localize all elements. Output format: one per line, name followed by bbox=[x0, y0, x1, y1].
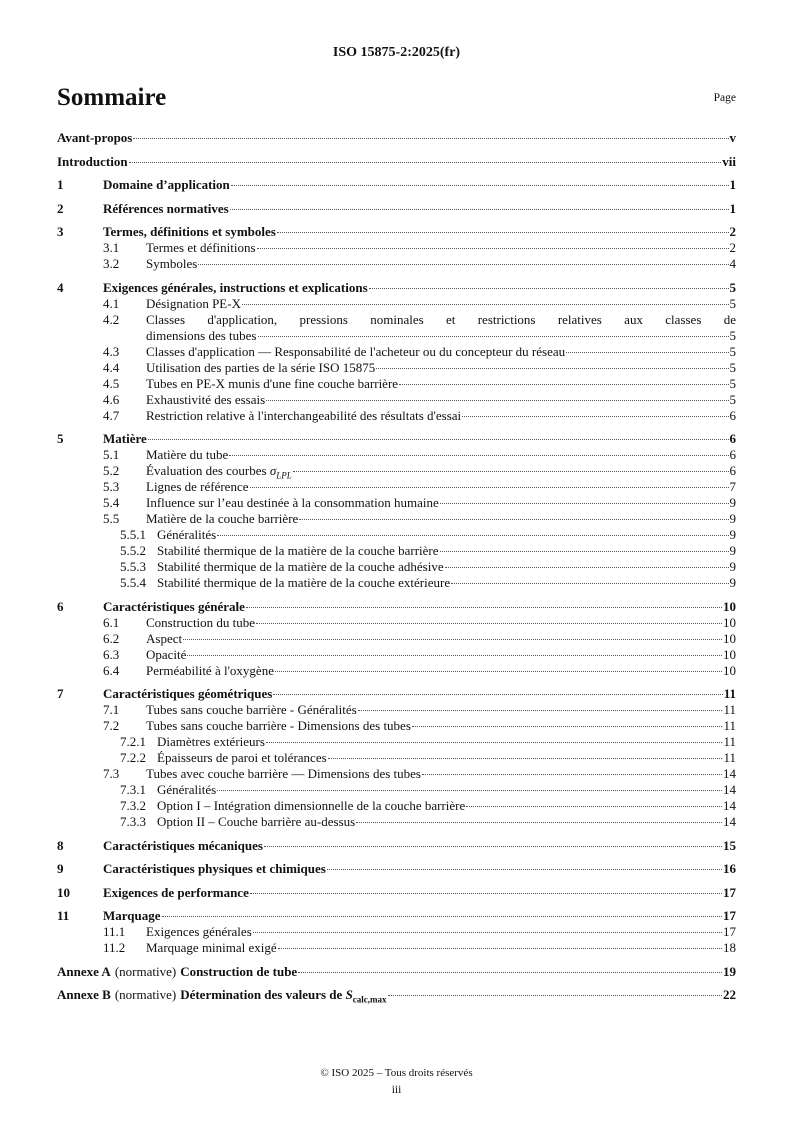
section-number: 4 bbox=[57, 279, 64, 295]
section-title-text: Exhaustivité des essais bbox=[146, 391, 266, 407]
toc-entry[interactable] bbox=[57, 408, 736, 424]
section-number: 9 bbox=[57, 861, 64, 876]
page-ref: 5 bbox=[729, 391, 736, 407]
page-ref: 9 bbox=[729, 559, 736, 574]
dot-leader bbox=[129, 162, 722, 163]
dot-leader bbox=[264, 846, 722, 847]
section-title-text: Généralités bbox=[157, 782, 217, 797]
page-ref: 18 bbox=[723, 940, 736, 955]
dot-leader bbox=[451, 583, 728, 584]
page-ref: 9 bbox=[729, 575, 736, 590]
section-title-text: Influence sur l’eau destinée à la consommation humaine bbox=[146, 495, 439, 510]
section-title-text: Perméabilité à l'oxygène bbox=[146, 662, 274, 678]
section-title bbox=[103, 177, 230, 193]
section-title bbox=[180, 964, 297, 980]
page-ref: 1 bbox=[729, 200, 736, 216]
toc-entry[interactable] bbox=[57, 479, 736, 495]
dot-leader bbox=[187, 655, 722, 656]
toc-entry[interactable] bbox=[57, 908, 736, 924]
page-ref: 6 bbox=[729, 447, 736, 462]
section-title-text: Tubes sans couche barrière - Dimensions des tubes bbox=[146, 718, 411, 733]
section-title bbox=[157, 559, 444, 575]
toc-entry[interactable] bbox=[57, 431, 736, 447]
toc-entry[interactable] bbox=[57, 511, 736, 527]
section-title-text: Opacité bbox=[146, 646, 187, 662]
toc-entry[interactable] bbox=[57, 766, 736, 782]
section-number: 6.2 bbox=[103, 630, 120, 646]
toc-entry[interactable] bbox=[57, 861, 736, 877]
toc-entry[interactable] bbox=[57, 750, 736, 766]
dot-leader bbox=[242, 304, 729, 305]
section-number: 7.2.2 bbox=[120, 750, 146, 765]
toc-entry[interactable] bbox=[57, 782, 736, 798]
page-column-label: Page bbox=[713, 92, 736, 104]
toc-entry[interactable] bbox=[57, 734, 736, 750]
toc-entry[interactable] bbox=[57, 940, 736, 956]
page-ref: 14 bbox=[723, 766, 736, 781]
section-title bbox=[103, 686, 272, 702]
section-number: 6.3 bbox=[103, 646, 120, 662]
section-number: 11 bbox=[57, 908, 70, 923]
math-symbol: S bbox=[345, 987, 353, 1002]
section-number: 1 bbox=[57, 177, 64, 192]
section-number: 4.6 bbox=[103, 391, 120, 407]
page-ref: 9 bbox=[729, 495, 736, 510]
toc-entry[interactable] bbox=[57, 798, 736, 814]
section-number: 3.1 bbox=[103, 240, 120, 255]
dot-leader bbox=[358, 710, 723, 711]
section-title-text: Références normatives bbox=[103, 200, 229, 216]
section-number: 11.1 bbox=[103, 924, 126, 939]
dot-leader bbox=[466, 806, 722, 807]
toc-entry[interactable] bbox=[57, 177, 736, 193]
section-number: 7.2 bbox=[103, 718, 120, 733]
section-number: 5.1 bbox=[103, 447, 120, 462]
page-ref: 5 bbox=[729, 359, 736, 375]
section-number: 4.1 bbox=[103, 295, 120, 311]
dot-leader bbox=[230, 209, 729, 210]
section-number: 5.5 bbox=[103, 511, 120, 526]
section-number: 7.3.3 bbox=[120, 814, 146, 829]
section-number: 10 bbox=[57, 884, 70, 900]
section-title bbox=[103, 201, 229, 217]
dot-leader bbox=[299, 519, 728, 520]
section-title bbox=[57, 130, 132, 146]
page-ref: 5 bbox=[729, 375, 736, 391]
section-title bbox=[103, 431, 147, 447]
annex-type: (normative) bbox=[114, 987, 177, 1002]
section-number: 5.3 bbox=[103, 479, 120, 494]
section-title bbox=[146, 447, 228, 463]
dot-leader bbox=[256, 623, 722, 624]
section-title-text: Option I – Intégration dimensionnelle de la couche barrière bbox=[157, 798, 466, 813]
section-title bbox=[146, 344, 565, 360]
page-ref: 9 bbox=[729, 543, 736, 558]
section-title bbox=[146, 360, 375, 376]
page-ref: 15 bbox=[723, 837, 736, 853]
section-title-text: Épaisseurs de paroi et tolérances bbox=[157, 750, 327, 765]
section-title bbox=[146, 463, 292, 479]
toc-entry[interactable] bbox=[57, 987, 736, 1003]
section-number: 5.5.2 bbox=[120, 543, 146, 558]
dot-leader bbox=[133, 138, 728, 139]
dot-leader bbox=[277, 232, 729, 233]
dot-leader bbox=[422, 774, 722, 775]
section-title-text: Désignation PE-X bbox=[146, 295, 241, 311]
section-title-text: Avant-propos bbox=[57, 130, 133, 145]
dot-leader bbox=[250, 893, 722, 894]
section-title bbox=[157, 575, 450, 591]
page-ref: 11 bbox=[723, 750, 736, 765]
toc-entry[interactable] bbox=[57, 447, 736, 463]
section-title bbox=[157, 782, 216, 798]
section-number: 5.5.3 bbox=[120, 559, 146, 574]
section-title-text: Matière du tube bbox=[146, 447, 229, 462]
dot-leader bbox=[275, 671, 722, 672]
section-title-text: Exigences de performance bbox=[103, 884, 249, 900]
section-title bbox=[146, 511, 298, 527]
toc-entry[interactable] bbox=[57, 599, 736, 615]
section-title bbox=[146, 702, 357, 718]
section-number: 7.1 bbox=[103, 702, 120, 717]
section-title-text: Restriction relative à l'interchangeabilité des résultats d'essai bbox=[146, 407, 462, 423]
toc-entry-line1[interactable] bbox=[57, 312, 736, 328]
section-title-text: Termes, définitions et symboles bbox=[103, 224, 276, 239]
section-title-text: Marquage bbox=[103, 908, 161, 923]
section-title bbox=[103, 838, 263, 854]
section-number: 3 bbox=[57, 224, 64, 239]
toc-entry[interactable] bbox=[57, 360, 736, 376]
page-ref: 10 bbox=[723, 630, 736, 646]
section-number: 5.4 bbox=[103, 495, 120, 510]
dot-leader bbox=[298, 972, 722, 973]
section-title-text: Introduction bbox=[57, 153, 128, 169]
page-ref: 11 bbox=[723, 702, 736, 717]
section-title bbox=[103, 599, 245, 615]
section-title-text: Évaluation des courbes bbox=[146, 463, 270, 478]
section-number: 8 bbox=[57, 837, 64, 853]
page-ref: 17 bbox=[723, 924, 736, 939]
section-title bbox=[146, 663, 274, 679]
section-title bbox=[180, 987, 386, 1003]
page-ref: 9 bbox=[729, 527, 736, 542]
page-ref: 7 bbox=[729, 479, 736, 494]
dot-leader bbox=[328, 758, 723, 759]
dot-leader bbox=[293, 471, 729, 472]
dot-leader bbox=[445, 567, 729, 568]
section-number: 4.5 bbox=[103, 375, 120, 391]
dot-leader bbox=[278, 948, 722, 949]
annex-type: (normative) bbox=[114, 963, 177, 979]
section-title bbox=[103, 280, 368, 296]
dot-leader bbox=[258, 336, 729, 337]
page-ref: 10 bbox=[723, 646, 736, 662]
section-number: 7.2.1 bbox=[120, 734, 146, 749]
toc-entry[interactable] bbox=[57, 130, 736, 146]
section-title-text: Stabilité thermique de la matière de la couche barrière bbox=[157, 543, 439, 558]
section-title-text: Matière bbox=[103, 431, 147, 446]
dot-leader bbox=[198, 264, 728, 265]
section-title-text: Symboles bbox=[146, 256, 198, 271]
toc-entry[interactable] bbox=[57, 344, 736, 360]
table-of-contents bbox=[57, 130, 736, 1003]
toc-entry[interactable] bbox=[57, 686, 736, 702]
section-title bbox=[146, 408, 461, 424]
dot-leader bbox=[273, 694, 722, 695]
page-ref: 4 bbox=[729, 256, 736, 271]
toc-entry[interactable] bbox=[57, 154, 736, 170]
page-ref: 19 bbox=[723, 963, 736, 979]
section-number: 7 bbox=[57, 686, 64, 701]
section-title-text: Caractéristiques géométriques bbox=[103, 686, 273, 701]
section-title-text: Caractéristiques mécaniques bbox=[103, 837, 263, 853]
page-ref: 10 bbox=[723, 614, 736, 630]
section-title-text: Construction du tube bbox=[146, 614, 256, 630]
toc-entry[interactable] bbox=[57, 559, 736, 575]
page-ref: 11 bbox=[723, 718, 736, 733]
dot-leader bbox=[162, 916, 722, 917]
section-number: 4.3 bbox=[103, 343, 120, 359]
dot-leader bbox=[440, 551, 729, 552]
toc-entry[interactable] bbox=[57, 575, 736, 591]
section-title bbox=[157, 798, 465, 814]
section-title bbox=[57, 154, 128, 170]
section-title-text: Diamètres extérieurs bbox=[157, 734, 265, 749]
section-title-text: Détermination des valeurs de bbox=[180, 987, 346, 1002]
dot-leader bbox=[183, 639, 722, 640]
dot-leader bbox=[440, 503, 729, 504]
toc-entry[interactable] bbox=[57, 647, 736, 663]
section-title-text: Lignes de référence bbox=[146, 479, 249, 494]
page-ref: vii bbox=[722, 153, 736, 169]
dot-leader bbox=[229, 455, 728, 456]
dot-leader bbox=[356, 822, 722, 823]
toc-entry[interactable] bbox=[57, 495, 736, 511]
page-ref: 10 bbox=[723, 662, 736, 678]
section-title bbox=[157, 750, 327, 766]
section-title-text: Classes d'application — Responsabilité de l'acheteur ou du concepteur du réseau bbox=[146, 343, 566, 359]
dot-leader bbox=[412, 726, 723, 727]
page-ref: 1 bbox=[729, 177, 736, 192]
section-title-text: Utilisation des parties de la série ISO 15875 bbox=[146, 359, 376, 375]
section-title-text: Exigences générales, instructions et explications bbox=[103, 279, 368, 295]
section-title-text: Généralités bbox=[157, 527, 217, 542]
section-title-text: Caractéristiques physiques et chimiques bbox=[103, 861, 326, 876]
math-subscript: calc,max bbox=[352, 994, 387, 1005]
dot-leader bbox=[462, 416, 728, 417]
page-ref: 5 bbox=[729, 327, 736, 343]
annex-label: Annexe B bbox=[57, 987, 111, 1002]
page-ref: 22 bbox=[723, 987, 736, 1002]
toc-entry[interactable] bbox=[57, 463, 736, 479]
section-title bbox=[103, 908, 161, 924]
section-title-text: Exigences générales bbox=[146, 924, 252, 939]
section-title bbox=[103, 861, 326, 877]
section-title-text: Aspect bbox=[146, 630, 183, 646]
section-title-text: Stabilité thermique de la matière de la couche extérieure bbox=[157, 575, 451, 590]
toc-entry[interactable] bbox=[57, 615, 736, 631]
page-ref: 6 bbox=[729, 407, 736, 423]
section-title-text: Tubes en PE-X munis d'une fine couche barrière bbox=[146, 375, 399, 391]
toc-entry[interactable] bbox=[57, 328, 736, 344]
section-title: Classes d'application, pressions nominales et restrictions relatives aux classes de bbox=[146, 311, 736, 327]
page-ref: 9 bbox=[729, 511, 736, 526]
section-number: 7.3.1 bbox=[120, 782, 146, 797]
page-number: iii bbox=[391, 1084, 402, 1096]
section-title bbox=[146, 376, 398, 392]
section-number: 11.2 bbox=[103, 940, 126, 955]
page-ref: 14 bbox=[723, 782, 736, 797]
section-title bbox=[146, 240, 256, 256]
section-title-text: Marquage minimal exigé bbox=[146, 940, 277, 955]
dot-leader bbox=[253, 932, 722, 933]
page-ref: 14 bbox=[723, 814, 736, 829]
toc-entry[interactable] bbox=[57, 201, 736, 217]
dot-leader bbox=[266, 742, 723, 743]
dot-leader bbox=[246, 607, 722, 608]
section-number: 7.3.2 bbox=[120, 798, 146, 813]
page-ref: 5 bbox=[729, 295, 736, 311]
section-title bbox=[146, 718, 411, 734]
section-number: 5 bbox=[57, 431, 64, 446]
section-title bbox=[146, 615, 255, 631]
toc-entry[interactable] bbox=[57, 838, 736, 854]
section-number: 4.7 bbox=[103, 407, 120, 423]
dot-leader bbox=[399, 384, 728, 385]
section-number: 3.2 bbox=[103, 256, 120, 271]
toc-entry[interactable] bbox=[57, 376, 736, 392]
dot-leader bbox=[266, 400, 728, 401]
section-number: 5.5.4 bbox=[120, 575, 146, 590]
section-number: 5.5.1 bbox=[120, 527, 146, 542]
dot-leader bbox=[327, 869, 722, 870]
page-ref: 17 bbox=[723, 908, 736, 923]
copyright-footer: © ISO 2025 – Tous droits réservés bbox=[320, 1067, 473, 1079]
toc-entry[interactable] bbox=[57, 885, 736, 901]
toc-entry[interactable] bbox=[57, 663, 736, 679]
section-title bbox=[146, 479, 249, 495]
section-title bbox=[146, 940, 277, 956]
toc-entry[interactable] bbox=[57, 814, 736, 830]
toc-entry[interactable] bbox=[57, 224, 736, 240]
toc-entry[interactable] bbox=[57, 924, 736, 940]
dot-leader bbox=[257, 248, 729, 249]
toc-entry[interactable] bbox=[57, 543, 736, 559]
section-number: 4.4 bbox=[103, 359, 120, 375]
toc-entry[interactable] bbox=[57, 631, 736, 647]
dot-leader bbox=[217, 535, 728, 536]
section-title-text: Stabilité thermique de la matière de la couche adhésive bbox=[157, 559, 444, 574]
toc-entry[interactable] bbox=[57, 296, 736, 312]
section-title-text: Construction de tube bbox=[180, 963, 298, 979]
section-title bbox=[103, 885, 249, 901]
page-ref: 16 bbox=[723, 861, 736, 876]
section-number: 4.2 bbox=[103, 311, 120, 327]
document-header: ISO 15875-2:2025(fr) bbox=[332, 45, 461, 60]
page-ref: 11 bbox=[723, 686, 736, 701]
toc-entry[interactable] bbox=[57, 240, 736, 256]
page-ref: 6 bbox=[729, 463, 736, 478]
section-title-text: Tubes avec couche barrière — Dimensions des tubes bbox=[146, 766, 421, 781]
page-ref: 2 bbox=[729, 240, 736, 255]
page-ref: 6 bbox=[729, 431, 736, 446]
page-ref: 5 bbox=[729, 343, 736, 359]
toc-entry[interactable] bbox=[57, 718, 736, 734]
toc-entry[interactable] bbox=[57, 280, 736, 296]
section-title bbox=[146, 647, 186, 663]
section-title bbox=[146, 924, 252, 940]
section-title bbox=[157, 527, 216, 543]
section-title bbox=[157, 814, 355, 830]
section-title bbox=[146, 392, 265, 408]
toc-entry[interactable] bbox=[57, 964, 736, 980]
dot-leader bbox=[388, 995, 722, 996]
page-title: Sommaire bbox=[57, 84, 167, 111]
section-title-text: Termes et définitions bbox=[146, 240, 256, 255]
toc-entry[interactable] bbox=[57, 702, 736, 718]
dot-leader bbox=[231, 185, 729, 186]
toc-entry[interactable] bbox=[57, 527, 736, 543]
section-title-text: Domaine d’application bbox=[103, 177, 230, 192]
section-title-continued: dimensions des tubes bbox=[146, 327, 257, 343]
section-title-text: Tubes sans couche barrière - Généralités bbox=[146, 702, 357, 717]
dot-leader bbox=[566, 352, 728, 353]
section-title-text: Option II – Couche barrière au-dessus bbox=[157, 814, 356, 829]
page-ref: 14 bbox=[723, 798, 736, 813]
section-number: 6.1 bbox=[103, 614, 120, 630]
dot-leader bbox=[369, 288, 729, 289]
section-number: 6 bbox=[57, 598, 64, 614]
annex-label: Annexe A bbox=[57, 963, 111, 979]
page-ref: 2 bbox=[729, 224, 736, 239]
section-title-text: Matière de la couche barrière bbox=[146, 511, 299, 526]
math-symbol: σ bbox=[269, 463, 277, 478]
dot-leader bbox=[250, 487, 729, 488]
section-title bbox=[157, 734, 265, 750]
section-number: 5.2 bbox=[103, 463, 120, 478]
section-title bbox=[146, 495, 439, 511]
section-title bbox=[146, 631, 182, 647]
section-title bbox=[146, 766, 421, 782]
section-number: 2 bbox=[57, 200, 64, 216]
page-ref: 5 bbox=[729, 279, 736, 295]
page-ref: 17 bbox=[723, 884, 736, 900]
section-title-text: Caractéristiques générale bbox=[103, 598, 245, 614]
section-title bbox=[146, 256, 197, 272]
toc-entry[interactable] bbox=[57, 256, 736, 272]
section-title bbox=[146, 296, 241, 312]
page-ref: v bbox=[729, 130, 736, 145]
section-title bbox=[157, 543, 439, 559]
section-number: 7.3 bbox=[103, 766, 120, 781]
toc-entry[interactable] bbox=[57, 392, 736, 408]
dot-leader bbox=[148, 439, 729, 440]
math-subscript: LPL bbox=[276, 470, 292, 481]
dot-leader bbox=[376, 368, 728, 369]
page-ref: 10 bbox=[723, 598, 736, 614]
section-title bbox=[103, 224, 276, 240]
section-number: 6.4 bbox=[103, 662, 120, 678]
page-ref: 11 bbox=[723, 734, 736, 749]
dot-leader bbox=[217, 790, 722, 791]
